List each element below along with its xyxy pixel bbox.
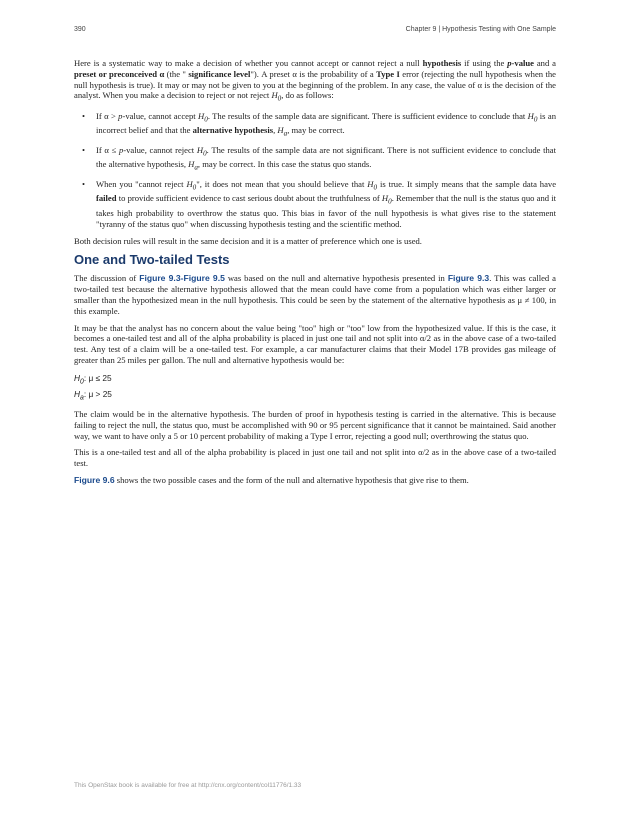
term-p-value: p-value: [507, 58, 534, 68]
footer-note: This OpenStax book is available for free at http://cnx.org/content/col11776/1.33: [74, 782, 302, 789]
term-significance-level: significance level: [188, 68, 251, 79]
paragraph-one-tailed: It may be that the analyst has no concern about the value being "too" high or "too" low from the hypothesized value. If this is the case, it becomes a one-tailed test and all of the alpha probability is placed in just one tail and not split into α/2 as in the above case of a two-tailed test. Any test of a claim will be a one-tailed test. For example, a car manufacturer claims that their Model 17B provides gas mileage of greater than 25 miles per gallon. The null and alternative hypothesis would be:: [74, 322, 556, 365]
page-number: 390: [74, 26, 86, 33]
list-item: • When you "cannot reject $H_0$", it does not mean that you should believe that $H_0$ is true. It simply means that the sample data have failed to provide sufficient evidence to cast serious doubt about the truthfulness of $H_0$. Remember that the null is the status quo and it takes high probability to overthrow the status quo. This bias in favor of the null hypothesis is what gives rise to the statement "tyranny of the status quo" when discussing hypothesis testing and the scientific method.: [74, 179, 556, 230]
intro-paragraph: Here is a systematic way to make a decision of whether you cannot accept or cannot reject a null hypothesis if using the p-value and a preset or preconceived α (the " significance level"). A preset α is the probability of a Type I error (rejecting the null hypothesis when the null hypothesis is true). It may or may not be given to you at the beginning of the problem. In any case, the value of α is the decision of the analyst. When you make a decision to reject or not reject $H_0$, do as follows:: [74, 58, 556, 104]
list-item: • If α > p-value, cannot accept $H_0$. The results of the sample data are significant. There is sufficient evidence to conclude that $H_0$ is an incorrect belief and that the alternative hypothesis, $H_a$, may be correct.: [74, 111, 556, 140]
list-item: • If α ≤ p-value, cannot reject $H_0$. The results of the sample data are not significant. There is not sufficient evidence to conclude that the alternative hypothesis, $H_a$, may be correct. In this case the status quo stands.: [74, 145, 556, 174]
figure-link-9-3[interactable]: Figure 9.3: [447, 273, 490, 284]
main-content: [74, 58, 556, 492]
term-hypothesis: hypothesis: [422, 58, 462, 68]
decision-rules-note: Both decision rules will result in the same decision and it is a matter of preference which one is used.: [74, 235, 422, 246]
paragraph-two-tailed: The discussion of Figure 9.3-Figure 9.5 was based on the null and alternative hypothesis presented in Figure 9.3. This was called a two-tailed test because the alternative hypothesis allowed that the mean could have come from a population which was either larger or smaller than the hypothesized mean in the null hypothesis. This could be seen by the statement of the alternative hypothesis as μ ≠ 100, in this example.: [74, 273, 557, 316]
alternative-hypothesis: $H_a$: μ > 25: [74, 389, 112, 403]
term-preset-alpha: preset or preconceived α: [74, 68, 165, 79]
chapter-header: Chapter 9 | Hypothesis Testing with One Sample: [405, 26, 556, 33]
paragraph-figure-9-6: Figure 9.6 shows the two possible cases and the form of the null and alternative hypothesis that give rise to them.: [74, 475, 469, 486]
paragraph-claim: The claim would be in the alternative hypothesis. The burden of proof in hypothesis testing is carried in the alternative. This is because failing to reject the null, the status quo, must be accomplished with 90 or 95 percent significance that it cannot be maintained. Said another way, we want to have only a 5 or 10 percent probability of making a Type I error, rejecting a good null; overthrowing the status quo.: [74, 409, 556, 441]
null-hypothesis: $H_0$: μ ≤ 25: [74, 372, 112, 386]
term-type-i: Type I: [376, 68, 400, 79]
decision-rules-list: [74, 111, 556, 230]
hypotheses-block: [74, 372, 556, 405]
paragraph-alpha: This is a one-tailed test and all of the alpha probability is placed in just one tail and not split into α/2 as in the above case of a two-tailed test.: [74, 447, 556, 469]
figure-link-9-6[interactable]: Figure 9.6: [74, 475, 115, 486]
figure-link-9-3-9-5[interactable]: Figure 9.3-Figure 9.5: [139, 273, 225, 284]
section-title: One and Two-tailed Tests: [74, 252, 230, 268]
